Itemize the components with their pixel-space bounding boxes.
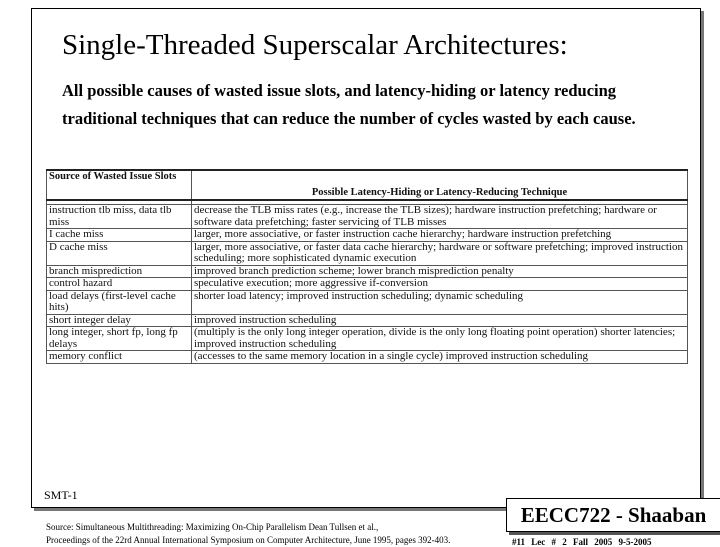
wasted-slots-table	[46, 169, 688, 364]
table-row	[47, 205, 688, 229]
source-cell: long integer, short fp, long fp delays	[47, 327, 192, 351]
slide-frame	[31, 8, 707, 547]
table-row	[47, 314, 688, 327]
header-technique: Possible Latency-Hiding or Latency-Reducing Technique	[192, 170, 688, 200]
table-row	[47, 327, 688, 351]
table-row	[47, 278, 688, 291]
header-source: Source of Wasted Issue Slots	[47, 170, 192, 200]
technique-cell: larger, more associative, or faster instruction cache hierarchy; hardware instruction prefetching	[192, 229, 688, 242]
source-cell: memory conflict	[47, 351, 192, 364]
slide-label: SMT-1	[44, 488, 78, 502]
table-row	[47, 351, 688, 364]
source-cell: I cache miss	[47, 229, 192, 242]
source-cell: load delays (first-level cache hits)	[47, 290, 192, 314]
source-line-1: Source: Simultaneous Multithreading: Maximizing On-Chip Parallelism Dean Tullsen et al.,	[46, 522, 379, 532]
table-row	[47, 290, 688, 314]
source-cell: D cache miss	[47, 241, 192, 265]
table-row	[47, 229, 688, 242]
slide-title: Single-Threaded Superscalar Architectures:	[62, 29, 568, 61]
source-cell: short integer delay	[47, 314, 192, 327]
source-cell: branch misprediction	[47, 265, 192, 278]
technique-cell: speculative execution; more aggressive if-conversion	[192, 278, 688, 291]
technique-cell: larger, more associative, or faster data cache hierarchy; hardware or software prefetching; improved instruction scheduling; more sophisticated dynamic execution	[192, 241, 688, 265]
table-row	[47, 241, 688, 265]
source-line-2: Proceedings of the 22rd Annual International Symposium on Computer Architecture, June 1995, pages 392-403.	[46, 535, 451, 545]
source-cell: instruction tlb miss, data tlb miss	[47, 205, 192, 229]
lecture-footer: #11 Lec # 2 Fall 2005 9-5-2005	[512, 537, 652, 547]
course-brand: EECC722 - Shaaban	[506, 498, 720, 532]
source-citation	[46, 521, 506, 547]
causes-table-wrap	[46, 169, 688, 399]
technique-cell: (multiply is the only long integer operation, divide is the only long floating point operation) shorter latencies; improved instruction scheduling	[192, 327, 688, 351]
table-header-row	[47, 170, 688, 200]
source-cell: control hazard	[47, 278, 192, 291]
technique-cell: (accesses to the same memory location in a single cycle) improved instruction scheduling	[192, 351, 688, 364]
technique-cell: improved branch prediction scheme; lower branch misprediction penalty	[192, 265, 688, 278]
technique-cell: decrease the TLB miss rates (e.g., increase the TLB sizes); hardware instruction prefetching; hardware or software data prefetching; faster servicing of TLB misses	[192, 205, 688, 229]
intro-text: All possible causes of wasted issue slots, and latency-hiding or latency reducing traditional techniques that can reduce the number of cycles wasted by each cause.	[62, 81, 636, 128]
technique-cell: improved instruction scheduling	[192, 314, 688, 327]
technique-cell: shorter load latency; improved instruction scheduling; dynamic scheduling	[192, 290, 688, 314]
table-row	[47, 265, 688, 278]
table-body	[47, 200, 688, 363]
